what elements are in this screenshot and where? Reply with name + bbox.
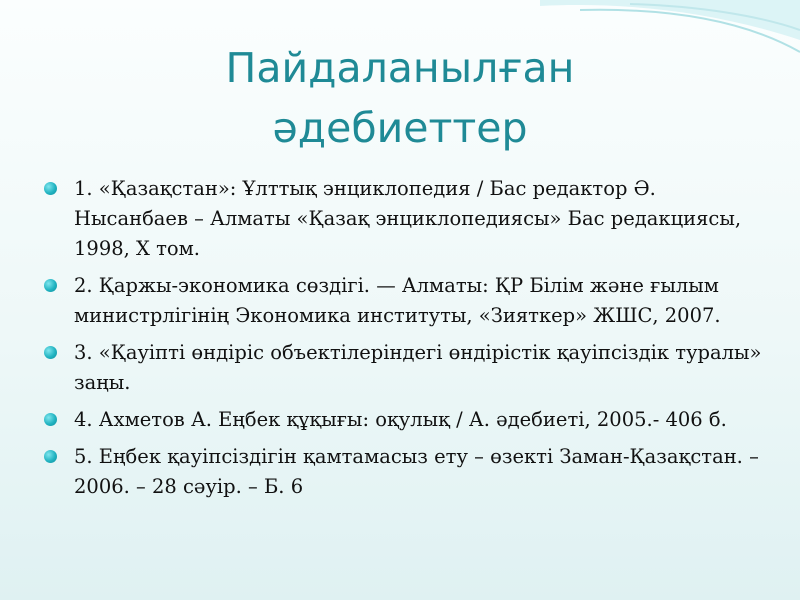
- title-line-1: Пайдаланылған: [225, 44, 575, 92]
- reference-item: [44, 405, 764, 435]
- reference-item: [44, 174, 764, 264]
- reference-text: 2. Қаржы-экономика сөздігі. — Алматы: ҚР Білім және ғылым министрлігінің Экономика институты, «Зияткер» ЖШС, 2007.: [74, 274, 721, 327]
- bullet-icon: [44, 182, 57, 195]
- reference-item: [44, 442, 764, 502]
- reference-text: 4. Ахметов А. Еңбек құқығы: оқулық / А. әдебиеті, 2005.- 406 б.: [74, 408, 727, 431]
- reference-item: [44, 338, 764, 398]
- bullet-icon: [44, 346, 57, 359]
- reference-text: 5. Еңбек қауіпсіздігін қамтамасыз ету – өзекті Заман-Қазақстан. – 2006. – 28 сәуір. – Б. 6: [74, 445, 759, 498]
- reference-text: 1. «Қазақстан»: Ұлттық энциклопедия / Бас редактор Ә. Нысанбаев – Алматы «Қазақ энциклопедиясы» Бас редакциясы, 1998, Х том.: [74, 177, 742, 260]
- slide-title: [100, 38, 700, 158]
- bullet-icon: [44, 413, 57, 426]
- bullet-icon: [44, 450, 57, 463]
- references-list: [44, 174, 764, 509]
- reference-item: [44, 271, 764, 331]
- reference-text: 3. «Қауіпті өндіріс объектілеріндегі өндірістік қауіпсіздік туралы» заңы.: [74, 341, 762, 394]
- bullet-icon: [44, 279, 57, 292]
- title-line-2: әдебиеттер: [272, 104, 528, 152]
